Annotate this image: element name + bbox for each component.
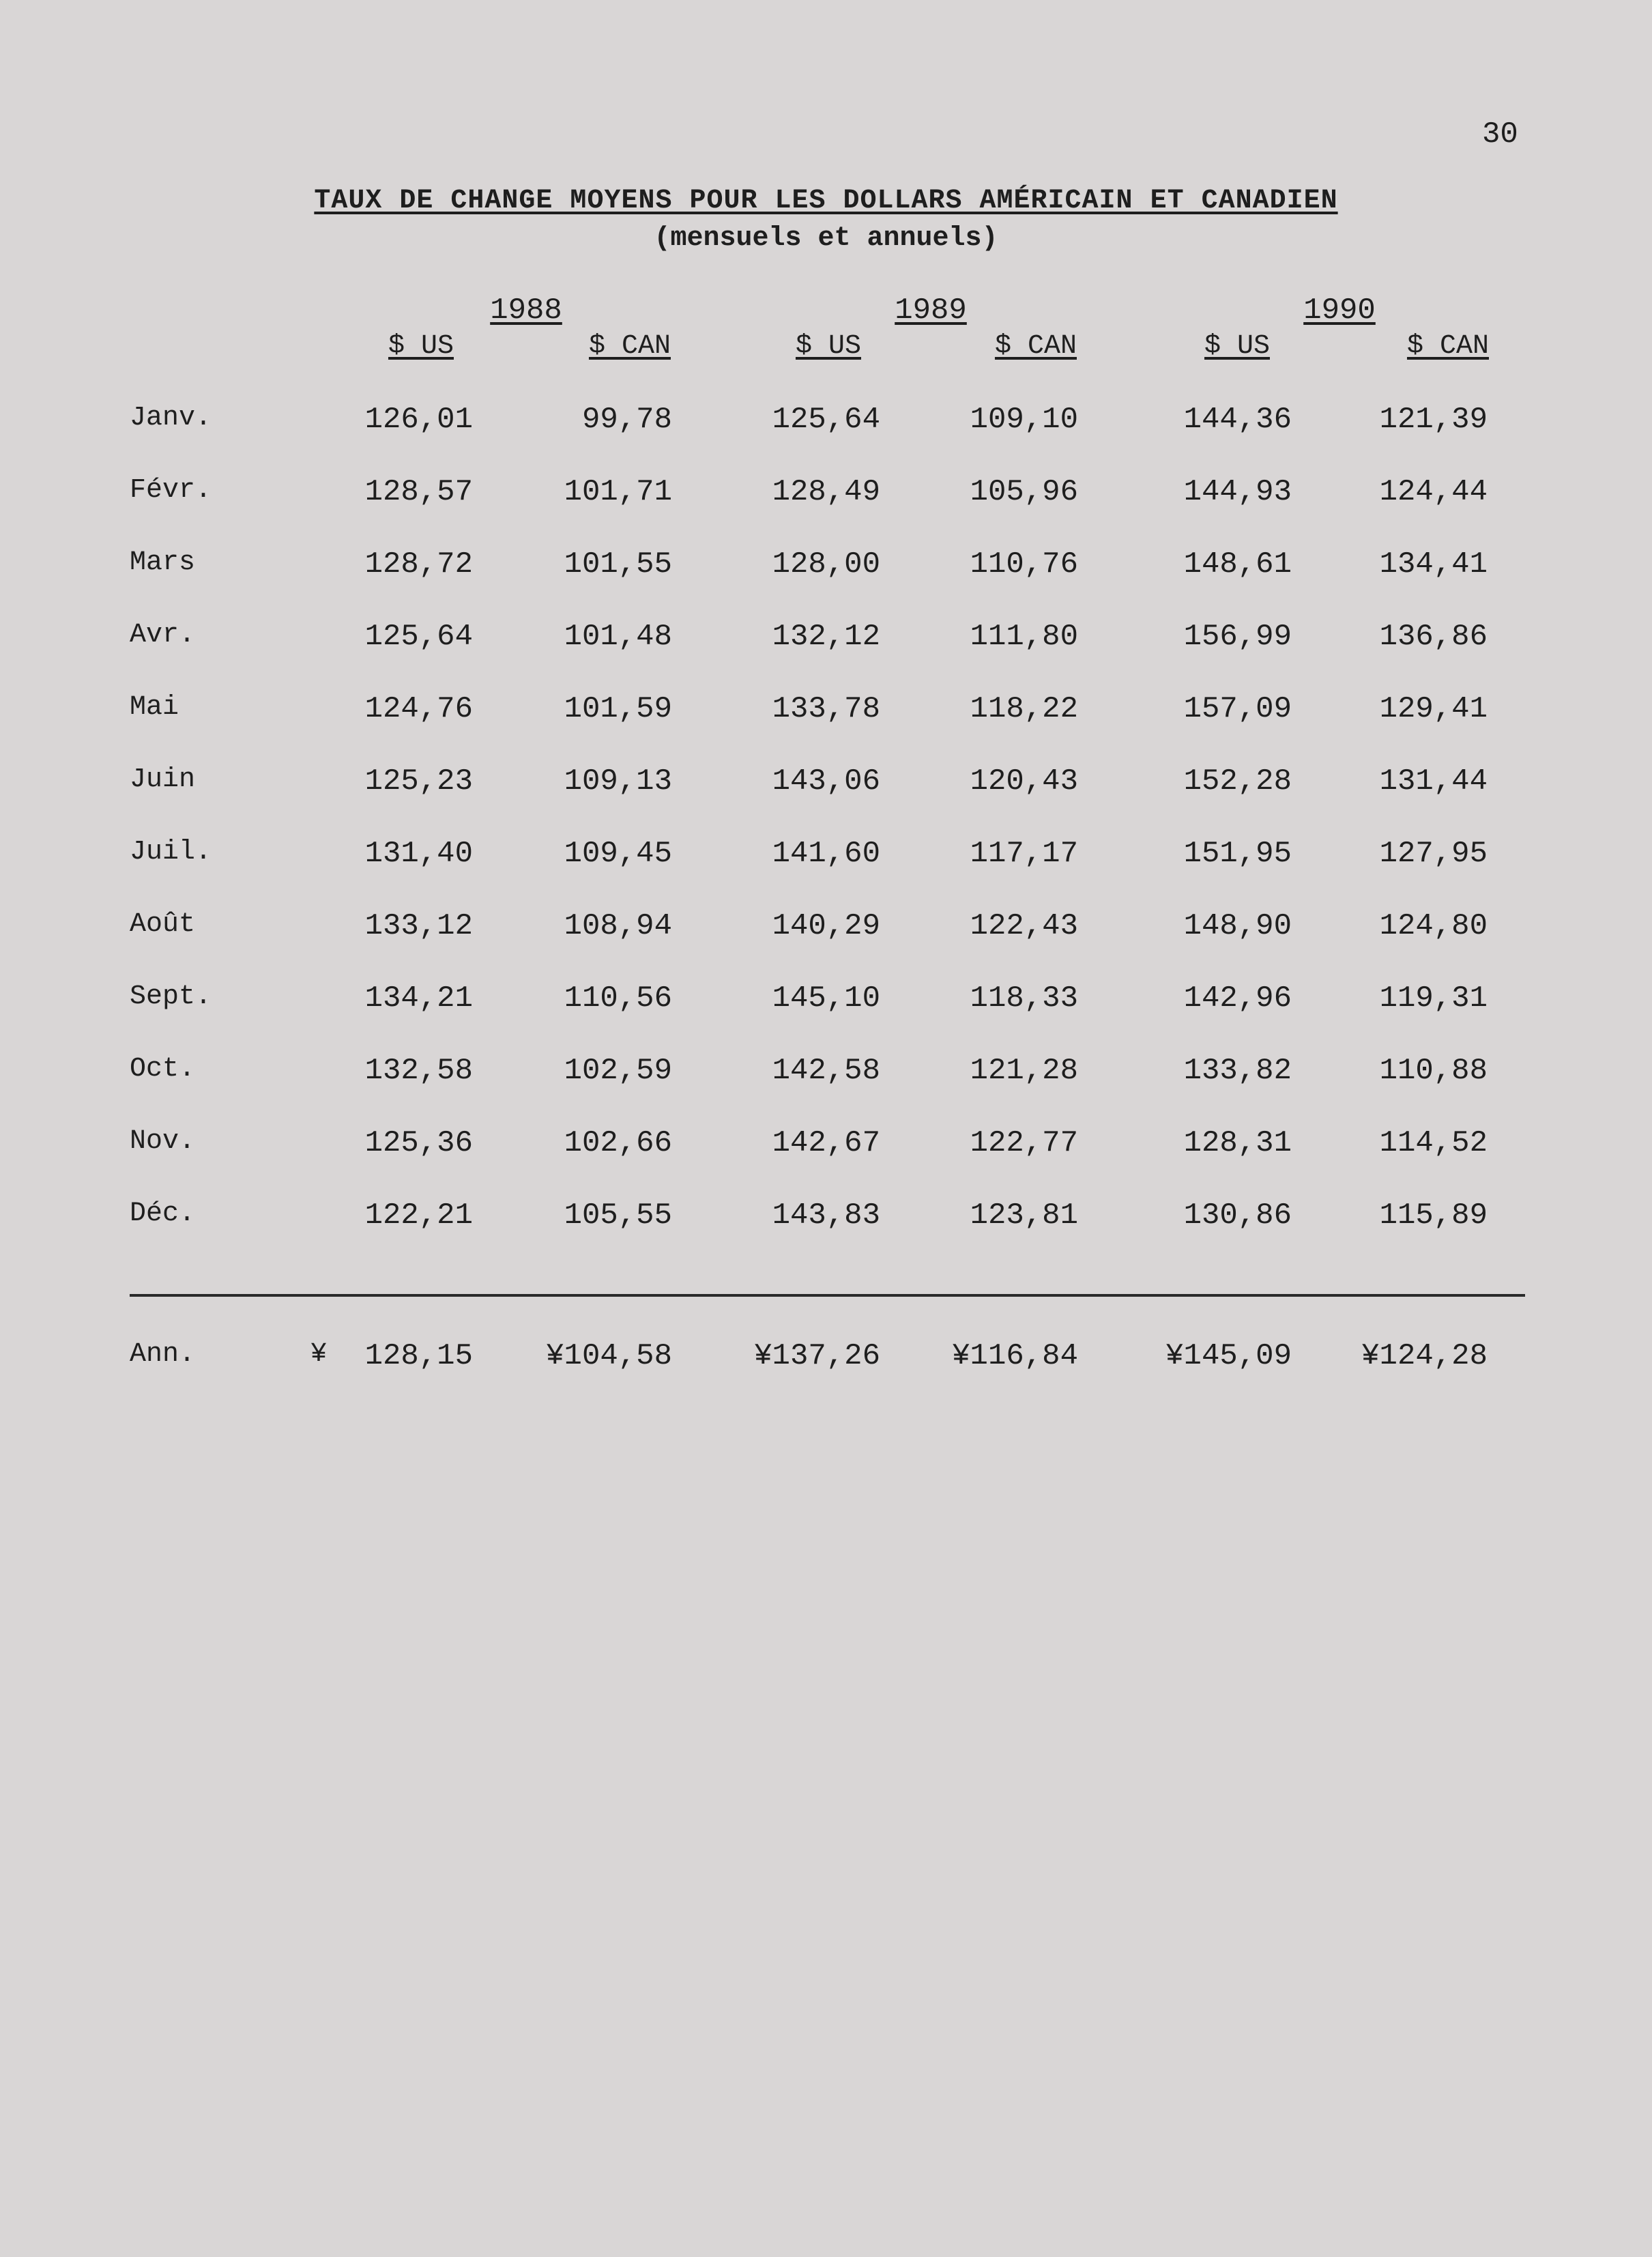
cell-1990-usd: 151,95 [1183,837,1292,871]
column-header-1988-usd: $ US [388,331,454,362]
cell-1988-usd: 124,76 [364,692,473,726]
annual-1988-usd: 128,15 [364,1339,473,1373]
month-label: Nov. [130,1126,196,1157]
annual-1989-cad: ¥116,84 [952,1339,1078,1373]
cell-1990-usd: 156,99 [1183,620,1292,654]
cell-1988-usd: 128,57 [364,475,473,509]
column-header-1989-cad: $ CAN [994,331,1077,362]
column-header-1990-usd: $ US [1204,331,1270,362]
year-header-1988: 1988 [490,293,562,328]
cell-1988-cad: 99,78 [581,403,672,437]
annual-average-row [0,1339,1652,1380]
cell-1989-cad: 111,80 [970,620,1078,654]
cell-1990-cad: 124,44 [1379,475,1488,509]
cell-1989-usd: 142,67 [772,1126,880,1160]
cell-1988-usd: 131,40 [364,837,473,871]
cell-1990-usd: 144,93 [1183,475,1292,509]
cell-1989-usd: 125,64 [772,403,880,437]
column-header-1989-usd: $ US [795,331,861,362]
cell-1989-cad: 123,81 [970,1198,1078,1233]
cell-1990-cad: 110,88 [1379,1054,1488,1088]
month-label: Mai [130,692,179,723]
month-label: Juin [130,764,196,795]
cell-1990-cad: 136,86 [1379,620,1488,654]
cell-1988-usd: 126,01 [364,403,473,437]
cell-1988-usd: 125,36 [364,1126,473,1160]
cell-1989-usd: 142,58 [772,1054,880,1088]
cell-1989-cad: 120,43 [970,764,1078,799]
cell-1988-usd: 122,21 [364,1198,473,1233]
cell-1988-cad: 101,48 [564,620,672,654]
year-header-1990: 1990 [1303,293,1376,328]
month-label: Juil. [130,837,212,867]
cell-1989-cad: 122,43 [970,909,1078,943]
cell-1988-cad: 102,66 [564,1126,672,1160]
yen-symbol: ¥ [310,1339,328,1370]
cell-1989-usd: 145,10 [772,981,880,1016]
year-header-1989: 1989 [895,293,967,328]
cell-1989-cad: 109,10 [970,403,1078,437]
annual-label: Ann. [130,1339,196,1370]
cell-1989-cad: 122,77 [970,1126,1078,1160]
month-label: Août [130,909,196,940]
cell-1988-usd: 134,21 [364,981,473,1016]
cell-1989-cad: 117,17 [970,837,1078,871]
cell-1988-usd: 125,23 [364,764,473,799]
cell-1988-cad: 101,71 [564,475,672,509]
cell-1988-cad: 101,59 [564,692,672,726]
cell-1990-usd: 128,31 [1183,1126,1292,1160]
table-row [0,909,1652,950]
cell-1990-cad: 119,31 [1379,981,1488,1016]
table-row [0,620,1652,661]
cell-1989-cad: 121,28 [970,1054,1078,1088]
cell-1988-usd: 128,72 [364,547,473,581]
cell-1988-cad: 102,59 [564,1054,672,1088]
cell-1990-cad: 131,44 [1379,764,1488,799]
cell-1990-cad: 127,95 [1379,837,1488,871]
cell-1989-usd: 141,60 [772,837,880,871]
cell-1989-cad: 105,96 [970,475,1078,509]
cell-1990-cad: 134,41 [1379,547,1488,581]
cell-1990-cad: 124,80 [1379,909,1488,943]
cell-1990-usd: 130,86 [1183,1198,1292,1233]
month-label: Oct. [130,1054,196,1084]
cell-1988-usd: 132,58 [364,1054,473,1088]
cell-1989-usd: 140,29 [772,909,880,943]
cell-1989-usd: 133,78 [772,692,880,726]
cell-1990-usd: 157,09 [1183,692,1292,726]
table-divider [130,1294,1525,1297]
cell-1990-usd: 133,82 [1183,1054,1292,1088]
cell-1989-usd: 143,83 [772,1198,880,1233]
table-row [0,403,1652,444]
cell-1989-cad: 118,22 [970,692,1078,726]
cell-1989-cad: 110,76 [970,547,1078,581]
table-row [0,475,1652,516]
table-row [0,692,1652,733]
annual-1990-cad: ¥124,28 [1361,1339,1488,1373]
month-label: Sept. [130,981,212,1012]
cell-1990-usd: 152,28 [1183,764,1292,799]
month-label: Déc. [130,1198,196,1229]
cell-1988-cad: 101,55 [564,547,672,581]
cell-1990-usd: 144,36 [1183,403,1292,437]
month-label: Avr. [130,620,196,650]
table-subtitle: (mensuels et annuels) [654,223,998,254]
table-row [0,1198,1652,1239]
cell-1988-cad: 109,13 [564,764,672,799]
cell-1988-usd: 133,12 [364,909,473,943]
cell-1989-usd: 128,49 [772,475,880,509]
cell-1988-cad: 109,45 [564,837,672,871]
cell-1990-usd: 148,90 [1183,909,1292,943]
cell-1990-cad: 121,39 [1379,403,1488,437]
cell-1990-usd: 148,61 [1183,547,1292,581]
cell-1990-cad: 114,52 [1379,1126,1488,1160]
table-row [0,981,1652,1022]
cell-1988-usd: 125,64 [364,620,473,654]
cell-1988-cad: 108,94 [564,909,672,943]
table-title: TAUX DE CHANGE MOYENS POUR LES DOLLARS AMÉRICAIN ET CANADIEN [314,186,1338,216]
page-number: 30 [1482,117,1518,152]
cell-1989-cad: 118,33 [970,981,1078,1016]
month-label: Janv. [130,403,212,433]
cell-1990-cad: 129,41 [1379,692,1488,726]
month-label: Févr. [130,475,212,506]
cell-1989-usd: 128,00 [772,547,880,581]
column-header-1990-cad: $ CAN [1406,331,1489,362]
table-row [0,547,1652,588]
cell-1989-usd: 132,12 [772,620,880,654]
table-row [0,1054,1652,1095]
table-row [0,837,1652,878]
cell-1990-usd: 142,96 [1183,981,1292,1016]
cell-1988-cad: 110,56 [564,981,672,1016]
annual-1989-usd: ¥137,26 [754,1339,880,1373]
table-row [0,764,1652,805]
month-label: Mars [130,547,196,578]
title-block [0,186,1652,254]
cell-1989-usd: 143,06 [772,764,880,799]
annual-1990-usd: ¥145,09 [1165,1339,1292,1373]
table-row [0,1126,1652,1167]
column-header-1988-cad: $ CAN [588,331,671,362]
cell-1988-cad: 105,55 [564,1198,672,1233]
cell-1990-cad: 115,89 [1379,1198,1488,1233]
annual-1988-cad: ¥104,58 [546,1339,672,1373]
